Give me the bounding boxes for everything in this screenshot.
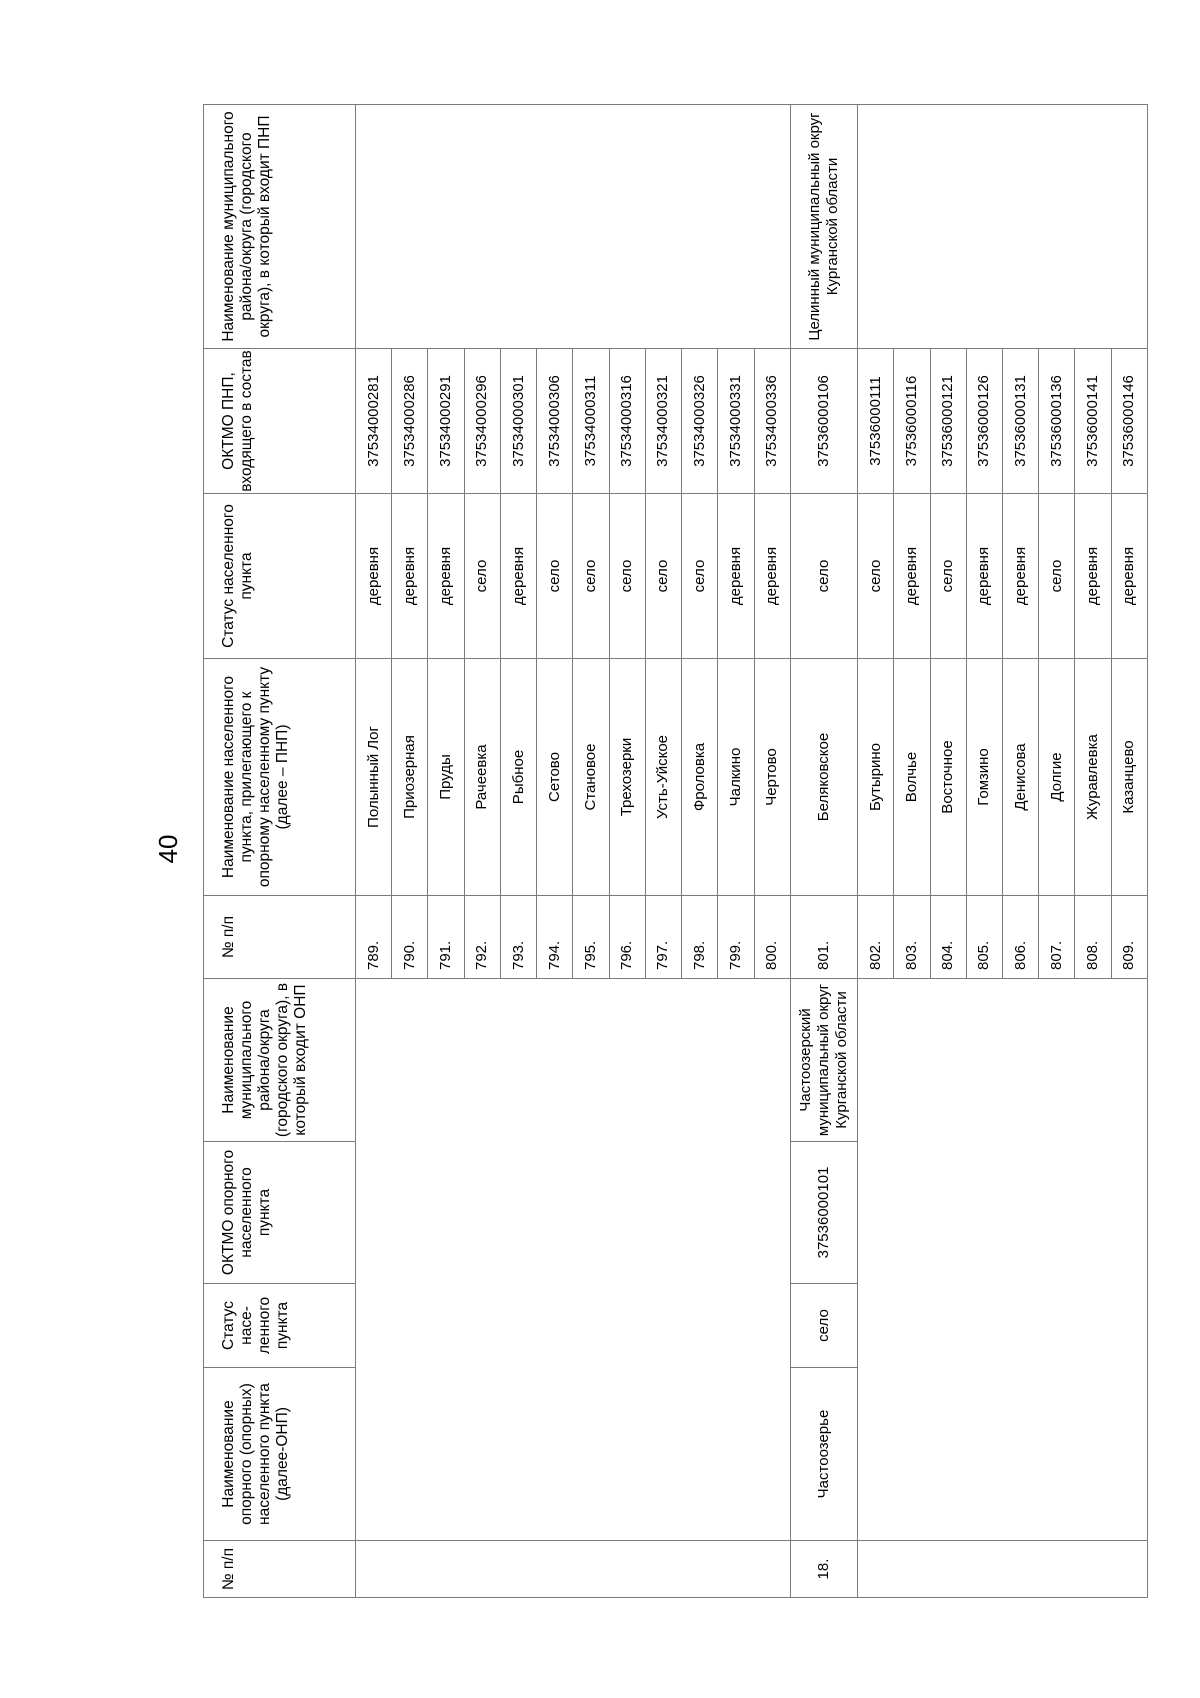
pnp-name: Приозерная: [392, 659, 428, 896]
pnp-status: деревня: [1111, 494, 1147, 659]
pnp-num: 801.: [790, 896, 857, 979]
pnp-status: село: [930, 494, 966, 659]
table-row: [356, 105, 392, 1598]
pnp-num: 798.: [682, 896, 718, 979]
onp-district: Частоозерский муниципальный округ Курганской области: [790, 979, 857, 1142]
pnp-oktmo: 37534000306: [537, 349, 573, 494]
pnp-oktmo: 37534000291: [428, 349, 464, 494]
onp-blank-num-2: [858, 1541, 1148, 1598]
onp-blank-merged-2: [858, 979, 1148, 1541]
pnp-num: 797.: [645, 896, 681, 979]
pnp-num: 794.: [537, 896, 573, 979]
pnp-name: Денисова: [1002, 659, 1038, 896]
pnp-name: Становое: [573, 659, 609, 896]
onp-num: 18.: [790, 1541, 857, 1598]
header-onp-status: Статус насе-ленного пункта: [204, 1284, 356, 1368]
onp-blank-merged: [356, 979, 791, 1541]
pnp-status: деревня: [1002, 494, 1038, 659]
pnp-name: Долгие: [1039, 659, 1075, 896]
header-pnp-oktmo: ОКТМО ПНП, входящего в состав: [204, 349, 356, 494]
pnp-name: Рыбное: [500, 659, 536, 896]
pnp-status: село: [645, 494, 681, 659]
pnp-num: 789.: [356, 896, 392, 979]
pnp-oktmo: 37536000106: [790, 349, 857, 494]
pnp-num: 791.: [428, 896, 464, 979]
pnp-status: село: [1039, 494, 1075, 659]
pnp-status: деревня: [1075, 494, 1111, 659]
pnp-num: 793.: [500, 896, 536, 979]
pnp-num: 809.: [1111, 896, 1147, 979]
pnp-name: Волчье: [894, 659, 930, 896]
pnp-status: деревня: [966, 494, 1002, 659]
pnp-status: деревня: [500, 494, 536, 659]
pnp-name: Полынный Лог: [356, 659, 392, 896]
pnp-status: деревня: [894, 494, 930, 659]
pnp-oktmo: 37534000331: [718, 349, 754, 494]
pnp-name: Фроловка: [682, 659, 718, 896]
pnp-status: село: [858, 494, 894, 659]
pnp-name: Казанцево: [1111, 659, 1147, 896]
pnp-status: село: [537, 494, 573, 659]
header-pnp-district: Наименование муниципального района/округа (городского округа), в который входит ПНП: [204, 105, 356, 349]
pnp-num: 790.: [392, 896, 428, 979]
pnp-num: 792.: [464, 896, 500, 979]
pnp-status: село: [464, 494, 500, 659]
pnp-status: деревня: [392, 494, 428, 659]
pnp-oktmo: 37536000121: [930, 349, 966, 494]
pnp-oktmo: 37534000301: [500, 349, 536, 494]
pnp-num: 808.: [1075, 896, 1111, 979]
table-row: [790, 105, 857, 1598]
pnp-name: Журавлевка: [1075, 659, 1111, 896]
onp-oktmo: 37536000101: [790, 1142, 857, 1284]
rotated-table-container: [203, 105, 1148, 1598]
header-pnp-num: № п/п: [204, 896, 356, 979]
pnp-oktmo: 37536000141: [1075, 349, 1111, 494]
pnp-oktmo: 37534000316: [609, 349, 645, 494]
pnp-num: 803.: [894, 896, 930, 979]
pnp-oktmo: 37536000131: [1002, 349, 1038, 494]
pnp-district-blank: [356, 105, 791, 349]
settlements-table: [203, 104, 1148, 1598]
pnp-name: Восточное: [930, 659, 966, 896]
pnp-oktmo: 37534000286: [392, 349, 428, 494]
pnp-name: Беляковское: [790, 659, 857, 896]
pnp-name: Трехозерки: [609, 659, 645, 896]
header-row: [204, 105, 356, 1598]
pnp-status: деревня: [754, 494, 790, 659]
pnp-status: деревня: [718, 494, 754, 659]
pnp-num: 804.: [930, 896, 966, 979]
onp-name: Частоозерье: [790, 1368, 857, 1541]
header-onp-district: Наименование муниципального района/округа (городского округа), в который входит ОНП: [204, 979, 356, 1142]
pnp-name: Бутырино: [858, 659, 894, 896]
pnp-status: село: [573, 494, 609, 659]
pnp-name: Рачеевка: [464, 659, 500, 896]
pnp-num: 806.: [1002, 896, 1038, 979]
header-pnp-status: Статус населенного пункта: [204, 494, 356, 659]
pnp-num: 796.: [609, 896, 645, 979]
pnp-status: село: [609, 494, 645, 659]
pnp-oktmo: 37534000326: [682, 349, 718, 494]
header-pnp-name: Наименование населенного пункта, прилегающего к опорному населенному пункту (далее – ПНП): [204, 659, 356, 896]
pnp-oktmo: 37536000146: [1111, 349, 1147, 494]
pnp-name: Чертово: [754, 659, 790, 896]
pnp-num: 802.: [858, 896, 894, 979]
pnp-status: село: [682, 494, 718, 659]
pnp-name: Гомзино: [966, 659, 1002, 896]
header-onp-oktmo: ОКТМО опорного населенного пункта: [204, 1142, 356, 1284]
pnp-oktmo: 37534000321: [645, 349, 681, 494]
pnp-num: 807.: [1039, 896, 1075, 979]
pnp-num: 799.: [718, 896, 754, 979]
pnp-name: Чалкино: [718, 659, 754, 896]
table-row: [858, 105, 894, 1598]
header-onp-name: Наименование опорного (опорных) населенного пункта (далее-ОНП): [204, 1368, 356, 1541]
pnp-num: 795.: [573, 896, 609, 979]
onp-status: село: [790, 1284, 857, 1368]
pnp-oktmo: 37536000116: [894, 349, 930, 494]
pnp-name: Сетово: [537, 659, 573, 896]
pnp-status: село: [790, 494, 857, 659]
pnp-oktmo: 37534000311: [573, 349, 609, 494]
onp-blank-num: [356, 1541, 791, 1598]
pnp-oktmo: 37534000296: [464, 349, 500, 494]
pnp-name: Усть-Уйское: [645, 659, 681, 896]
pnp-district-blank-2: [858, 105, 1148, 349]
pnp-oktmo: 37534000281: [356, 349, 392, 494]
pnp-oktmo: 37536000126: [966, 349, 1002, 494]
pnp-oktmo: 37536000136: [1039, 349, 1075, 494]
header-onp-num: № п/п: [204, 1541, 356, 1598]
pnp-oktmo: 37536000111: [858, 349, 894, 494]
pnp-district: Целинный муниципальный округ Курганской области: [790, 105, 857, 349]
pnp-num: 800.: [754, 896, 790, 979]
pnp-status: деревня: [356, 494, 392, 659]
pnp-oktmo: 37534000336: [754, 349, 790, 494]
pnp-num: 805.: [966, 896, 1002, 979]
pnp-status: деревня: [428, 494, 464, 659]
pnp-name: Пруды: [428, 659, 464, 896]
page-number: 40: [153, 834, 183, 864]
